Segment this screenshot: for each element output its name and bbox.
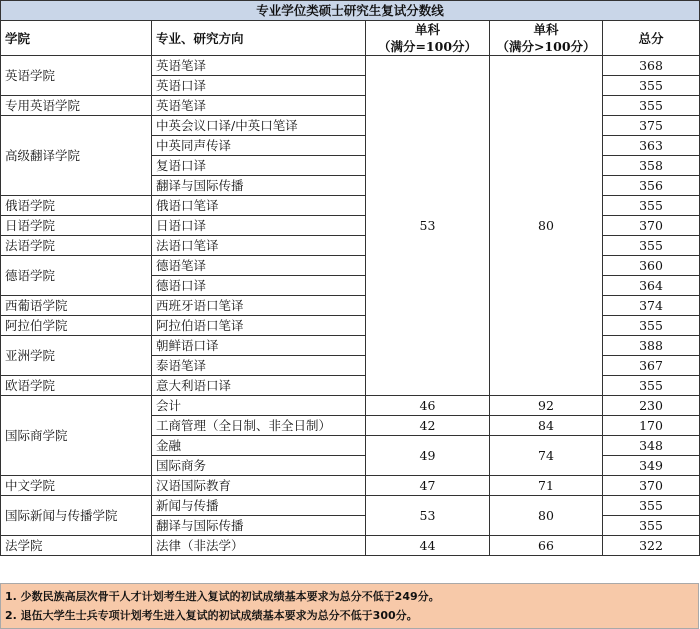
major-cell: 阿拉伯语口笔译 [152,316,366,336]
college-cell: 德语学院 [1,256,152,296]
total-cell: 356 [603,176,700,196]
major-cell: 德语口译 [152,276,366,296]
major-cell: 西班牙语口笔译 [152,296,366,316]
college-cell: 日语学院 [1,216,152,236]
total-cell: 358 [603,156,700,176]
total-cell: 348 [603,436,700,456]
major-cell: 会计 [152,396,366,416]
college-cell: 欧语学院 [1,376,152,396]
total-cell: 364 [603,276,700,296]
college-cell: 国际商学院 [1,396,152,476]
total-cell: 355 [603,236,700,256]
single-over-100-cell: 71 [490,476,603,496]
major-cell: 意大利语口译 [152,376,366,396]
single-100-cell: 42 [366,416,490,436]
single-100-cell: 53 [366,496,490,536]
major-cell: 新闻与传播 [152,496,366,516]
college-cell: 英语学院 [1,56,152,96]
single-over-100-cell: 84 [490,416,603,436]
college-cell: 法学院 [1,536,152,556]
table-row [1,536,700,556]
notes-box [0,583,699,629]
college-cell: 国际新闻与传播学院 [1,496,152,536]
header-single-over-100: 单科 （满分>100分） [490,21,603,56]
table-row [1,396,700,416]
total-cell: 355 [603,316,700,336]
header-single-100: 单科 （满分=100分） [366,21,490,56]
college-cell: 阿拉伯学院 [1,316,152,336]
college-cell: 法语学院 [1,236,152,256]
table-row [1,496,700,516]
total-cell: 374 [603,296,700,316]
table-row [1,476,700,496]
header-major: 专业、研究方向 [152,21,366,56]
total-cell: 355 [603,496,700,516]
total-cell: 355 [603,96,700,116]
single-over-100-cell: 92 [490,396,603,416]
major-cell: 法语口笔译 [152,236,366,256]
major-cell: 英语笔译 [152,56,366,76]
single-100-cell: 49 [366,436,490,476]
single-over-100-cell: 66 [490,536,603,556]
single-over-100-cell: 74 [490,436,603,476]
major-cell: 英语笔译 [152,96,366,116]
major-cell: 中英会议口译/中英口笔译 [152,116,366,136]
total-cell: 349 [603,456,700,476]
college-cell: 中文学院 [1,476,152,496]
major-cell: 日语口译 [152,216,366,236]
total-cell: 322 [603,536,700,556]
total-cell: 355 [603,196,700,216]
total-cell: 370 [603,216,700,236]
single-100-cell: 47 [366,476,490,496]
college-cell: 高级翻译学院 [1,116,152,196]
total-cell: 388 [603,336,700,356]
major-cell: 国际商务 [152,456,366,476]
single-over-100-cell: 80 [490,496,603,536]
total-cell: 367 [603,356,700,376]
total-cell: 355 [603,376,700,396]
total-cell: 368 [603,56,700,76]
college-cell: 专用英语学院 [1,96,152,116]
major-cell: 复语口译 [152,156,366,176]
major-cell: 德语笔译 [152,256,366,276]
note-line: 2. 退伍大学生士兵专项计划考生进入复试的初试成绩基本要求为总分不低于300分。 [5,609,418,622]
table-row [1,56,700,76]
note-line: 1. 少数民族高层次骨干人才计划考生进入复试的初试成绩基本要求为总分不低于249分。 [5,590,440,603]
total-cell: 375 [603,116,700,136]
major-cell: 中英同声传译 [152,136,366,156]
total-cell: 360 [603,256,700,276]
header-total: 总分 [603,21,700,56]
college-cell: 西葡语学院 [1,296,152,316]
total-cell: 370 [603,476,700,496]
total-cell: 363 [603,136,700,156]
single-over-100-cell: 80 [490,56,603,396]
major-cell: 金融 [152,436,366,456]
single-100-cell: 53 [366,56,490,396]
major-cell: 法律（非法学） [152,536,366,556]
single-100-cell: 44 [366,536,490,556]
major-cell: 泰语笔译 [152,356,366,376]
major-cell: 俄语口笔译 [152,196,366,216]
major-cell: 翻译与国际传播 [152,516,366,536]
major-cell: 朝鲜语口译 [152,336,366,356]
total-cell: 230 [603,396,700,416]
total-cell: 355 [603,76,700,96]
header-college: 学院 [1,21,152,56]
single-100-cell: 46 [366,396,490,416]
table-title: 专业学位类硕士研究生复试分数线 [1,1,700,21]
college-cell: 俄语学院 [1,196,152,216]
major-cell: 翻译与国际传播 [152,176,366,196]
major-cell: 工商管理（全日制、非全日制） [152,416,366,436]
college-cell: 亚洲学院 [1,336,152,376]
total-cell: 355 [603,516,700,536]
major-cell: 英语口译 [152,76,366,96]
total-cell: 170 [603,416,700,436]
major-cell: 汉语国际教育 [152,476,366,496]
